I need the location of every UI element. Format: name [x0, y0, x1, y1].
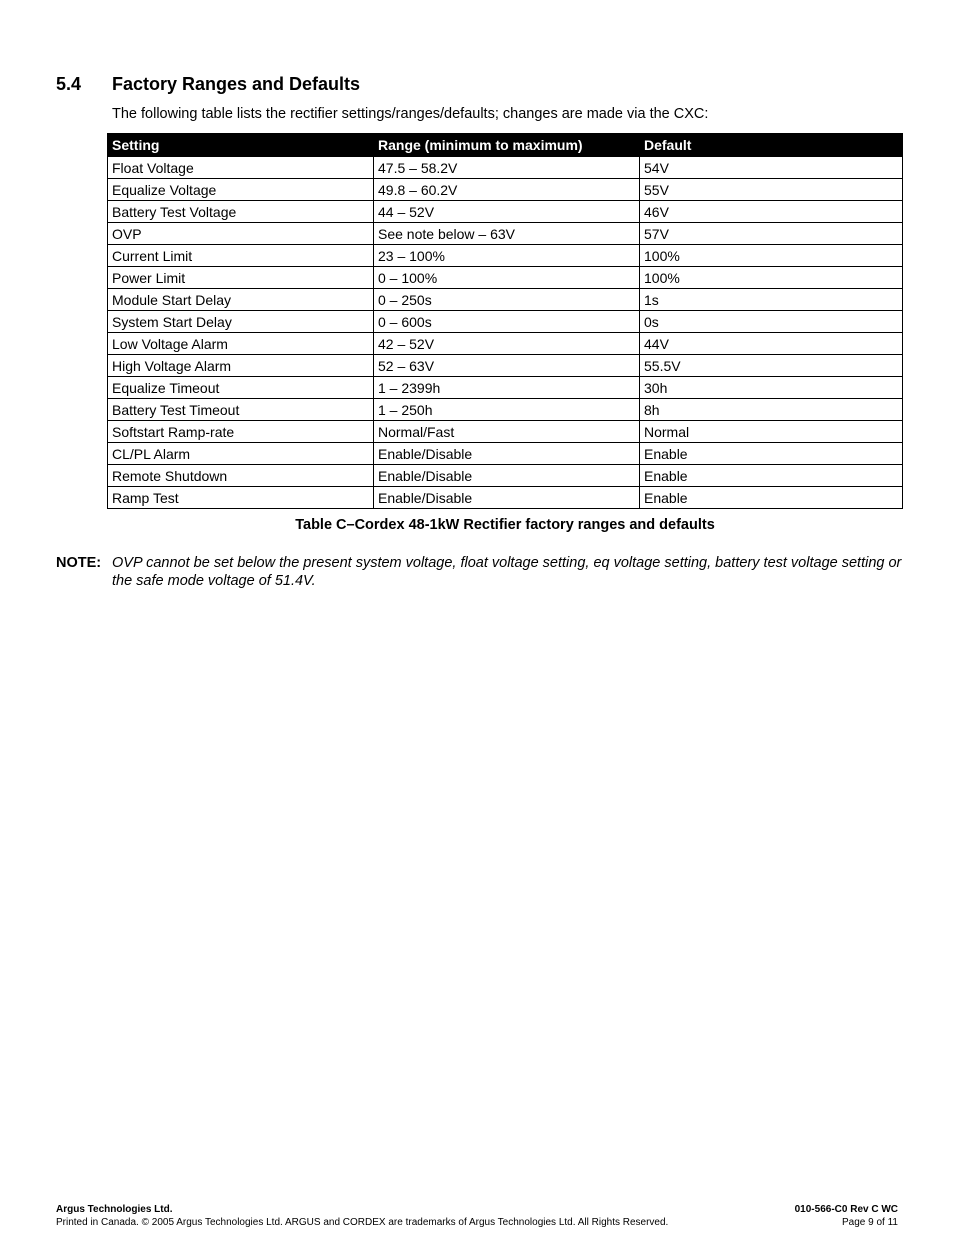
cell-default: Enable	[640, 465, 903, 487]
cell-setting: Equalize Voltage	[108, 179, 374, 201]
section-heading	[56, 74, 360, 95]
section-number: 5.4	[56, 74, 82, 94]
cell-range: Enable/Disable	[374, 465, 640, 487]
cell-range: 1 – 2399h	[374, 377, 640, 399]
cell-range: Normal/Fast	[374, 421, 640, 443]
cell-range: 44 – 52V	[374, 201, 640, 223]
table-row	[108, 179, 903, 201]
table-row	[108, 487, 903, 509]
cell-range: 42 – 52V	[374, 333, 640, 355]
page-footer	[56, 1203, 898, 1229]
cell-default: 100%	[640, 267, 903, 289]
cell-default: 55V	[640, 179, 903, 201]
intro-paragraph: The following table lists the rectifier settings/ranges/defaults; changes are made via the CXC:	[112, 106, 709, 122]
header-default: Default	[640, 134, 903, 157]
cell-default: Enable	[640, 487, 903, 509]
cell-range: Enable/Disable	[374, 487, 640, 509]
cell-setting: Low Voltage Alarm	[108, 333, 374, 355]
ranges-table	[107, 133, 903, 509]
cell-range: 49.8 – 60.2V	[374, 179, 640, 201]
table-row	[108, 289, 903, 311]
cell-range: 23 – 100%	[374, 245, 640, 267]
note-text: OVP cannot be set below the present system voltage, float voltage setting, eq voltage setting, battery test voltage setting or the safe mode voltage of 51.4V.	[112, 555, 902, 589]
table-row	[108, 333, 903, 355]
cell-range: Enable/Disable	[374, 443, 640, 465]
table-row	[108, 245, 903, 267]
footer-copyright: Printed in Canada. © 2005 Argus Technologies Ltd. ARGUS and CORDEX are trademarks of Argus Technologies Ltd. All Rights Reserved.	[56, 1217, 669, 1228]
cell-default: 55.5V	[640, 355, 903, 377]
table-body	[108, 157, 903, 509]
cell-setting: CL/PL Alarm	[108, 443, 374, 465]
cell-setting: OVP	[108, 223, 374, 245]
table-row	[108, 355, 903, 377]
cell-setting: Float Voltage	[108, 157, 374, 179]
cell-range: 0 – 250s	[374, 289, 640, 311]
cell-default: 57V	[640, 223, 903, 245]
table-row	[108, 267, 903, 289]
cell-default: 54V	[640, 157, 903, 179]
cell-default: 46V	[640, 201, 903, 223]
note	[56, 554, 906, 590]
header-setting: Setting	[108, 134, 374, 157]
table-row	[108, 223, 903, 245]
cell-setting: System Start Delay	[108, 311, 374, 333]
table-row	[108, 443, 903, 465]
cell-default: 100%	[640, 245, 903, 267]
cell-default: Normal	[640, 421, 903, 443]
cell-default: 30h	[640, 377, 903, 399]
cell-setting: Current Limit	[108, 245, 374, 267]
cell-setting: Battery Test Voltage	[108, 201, 374, 223]
table-caption: Table C–Cordex 48-1kW Rectifier factory ranges and defaults	[295, 517, 715, 533]
cell-setting: Softstart Ramp-rate	[108, 421, 374, 443]
section-title: Factory Ranges and Defaults	[112, 74, 361, 94]
table-header-row	[108, 134, 903, 157]
table-row	[108, 399, 903, 421]
cell-default: 8h	[640, 399, 903, 421]
table-row	[108, 465, 903, 487]
footer-page-number: Page 9 of 11	[842, 1217, 898, 1228]
cell-setting: Module Start Delay	[108, 289, 374, 311]
footer-doc-number: 010-566-C0 Rev C WC	[794, 1204, 898, 1215]
cell-range: 0 – 600s	[374, 311, 640, 333]
cell-setting: Battery Test Timeout	[108, 399, 374, 421]
cell-range: 1 – 250h	[374, 399, 640, 421]
cell-default: 44V	[640, 333, 903, 355]
note-label: NOTE:	[56, 555, 102, 571]
table-row	[108, 157, 903, 179]
cell-default: 1s	[640, 289, 903, 311]
cell-setting: Equalize Timeout	[108, 377, 374, 399]
table-row	[108, 421, 903, 443]
cell-setting: High Voltage Alarm	[108, 355, 374, 377]
cell-setting: Remote Shutdown	[108, 465, 374, 487]
cell-range: 0 – 100%	[374, 267, 640, 289]
header-range: Range (minimum to maximum)	[374, 134, 640, 157]
cell-range: See note below – 63V	[374, 223, 640, 245]
cell-range: 47.5 – 58.2V	[374, 157, 640, 179]
cell-default: Enable	[640, 443, 903, 465]
cell-setting: Power Limit	[108, 267, 374, 289]
footer-company: Argus Technologies Ltd.	[56, 1204, 173, 1215]
cell-default: 0s	[640, 311, 903, 333]
table-row	[108, 201, 903, 223]
cell-setting: Ramp Test	[108, 487, 374, 509]
table-row	[108, 311, 903, 333]
table-row	[108, 377, 903, 399]
cell-range: 52 – 63V	[374, 355, 640, 377]
